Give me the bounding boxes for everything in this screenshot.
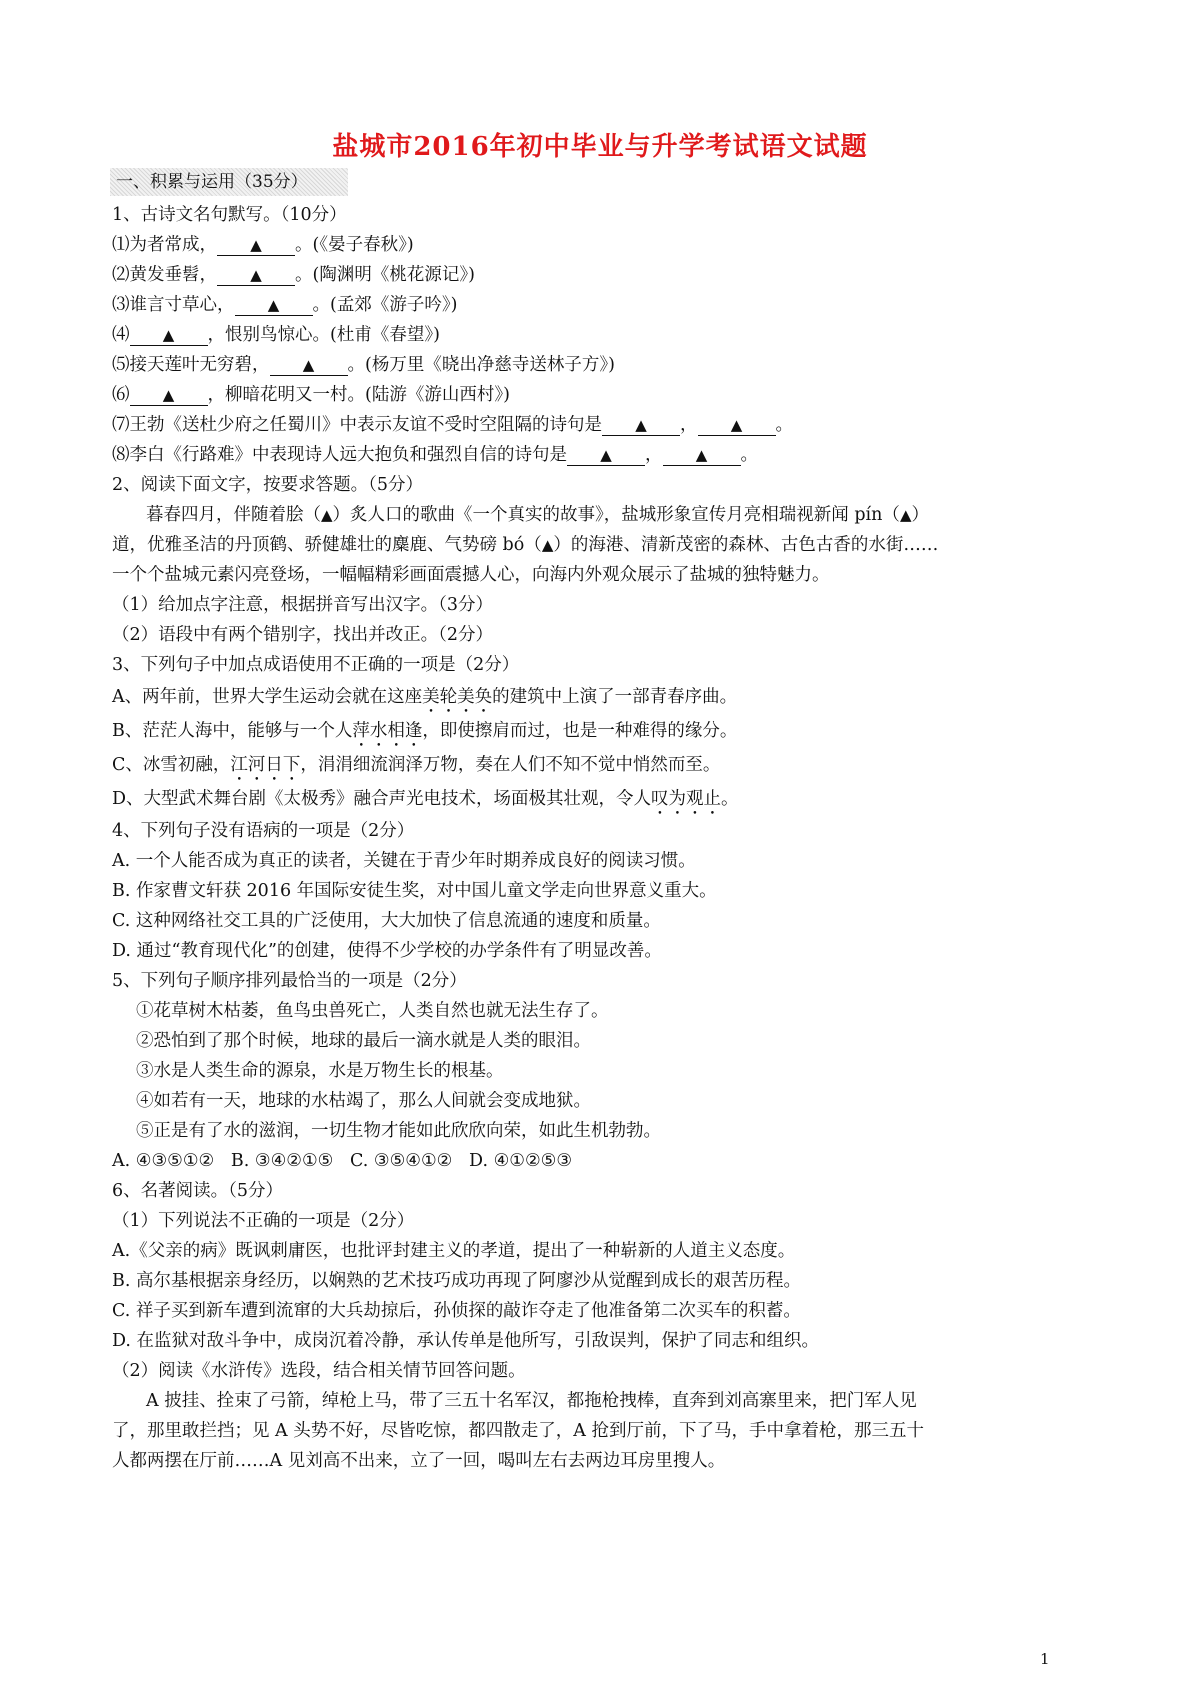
q6-passage-line: 人都两摆在厅前……A 见刘高不出来，立了一回，喝叫左右去两边耳房里搜人。 [112, 1451, 726, 1471]
q4-option: B. 作家曹文轩获 2016 年国际安徒生奖，对中国儿童文学走向世界意义重大。 [112, 881, 717, 901]
q5-options: A. ④③⑤①② B. ③④②①⑤ C. ③⑤④①② D. ④①②⑤③ [112, 1151, 573, 1171]
q1-item: ⑷ ▲ ，恨别鸟惊心。(杜甫《春望》) [112, 325, 440, 345]
q5-sentence: ⑤正是有了水的滋润，一切生物才能如此欣欣向荣，如此生机勃勃。 [136, 1121, 661, 1141]
q2-paragraph-line-3: 一个个盐城元素闪亮登场，一幅幅精彩画面震撼人心，向海内外观众展示了盐城的独特魅力。 [112, 565, 830, 585]
q6-option: A.《父亲的病》既讽刺庸医，也批评封建主义的孝道，提出了一种崭新的人道主义态度。 [112, 1241, 796, 1261]
q3-option-c: C、冰雪初融，江河日下，涓涓细流润泽万物，奏在人们不知不觉中悄然而至。 [112, 755, 721, 775]
q1-item-7: ⑺王勃《送杜少府之任蜀川》中表示友谊不受时空阻隔的诗句是 ▲ ， ▲ 。 [112, 415, 793, 435]
q5-sentence: ③水是人类生命的源泉，水是万物生长的根基。 [136, 1061, 504, 1081]
answer-blank: ▲ [602, 415, 680, 436]
q3-option-b: B、茫茫人海中，能够与一个人萍水相逢，即使擦肩而过，也是一种难得的缘分。 [112, 721, 738, 741]
dotted-idiom: 江河日下 [230, 755, 301, 775]
q1-item: ⑵黄发垂髫， ▲ 。(陶渊明《桃花源记》) [112, 265, 475, 285]
q5-sentence: ④如若有一天，地球的水枯竭了，那么人间就会变成地狱。 [136, 1091, 591, 1111]
q1-items [112, 230, 1092, 410]
q6-option: C. 祥子买到新车遭到流窜的大兵劫掠后，孙侦探的敲诈夺走了他准备第二次买车的积蓄。 [112, 1301, 801, 1321]
q6-option: B. 高尔基根据亲身经历，以娴熟的艺术技巧成功再现了阿廖沙从觉醒到成长的艰苦历程。 [112, 1271, 801, 1291]
answer-blank: ▲ [130, 325, 208, 346]
q4-heading: 4、下列句子没有语病的一项是（2分） [112, 821, 415, 841]
dotted-idiom: 美轮美奂 [422, 687, 493, 707]
q1-item-8-text: ⑻李白《行路难》中表现诗人远大抱负和强烈自信的诗句是 [112, 445, 567, 465]
dotted-idiom: 萍水相逢 [352, 721, 423, 741]
q1-item: ⑹ ▲ ，柳暗花明又一村。(陆游《游山西村》) [112, 385, 510, 405]
q3-option-a: A、两年前，世界大学生运动会就在这座美轮美奂的建筑中上演了一部青春序曲。 [112, 687, 738, 707]
exam-content [112, 200, 1092, 1476]
q1-item-8: ⑻李白《行路难》中表现诗人远大抱负和强烈自信的诗句是 ▲ ， ▲ 。 [112, 445, 758, 465]
blank-mark: ▲ [321, 506, 333, 524]
q5-sentence: ②恐怕到了那个时候，地球的最后一滴水就是人类的眼泪。 [136, 1031, 591, 1051]
q6-passage-line: A 披挂、拴束了弓箭，绰枪上马，带了三五十名军汉，都拖枪拽棒，直奔到刘高寨里来，把门军人见 [146, 1391, 917, 1411]
q4-option: A. 一个人能否成为真正的读者，关键在于青少年时期养成良好的阅读习惯。 [112, 851, 696, 871]
q6-subquestion-2: （2）阅读《水浒传》选段，结合相关情节回答问题。 [112, 1361, 526, 1381]
q1-item: ⑸接天莲叶无穷碧， ▲ 。(杨万里《晓出净慈寺送林子方》) [112, 355, 615, 375]
blank-mark: ▲ [899, 506, 912, 524]
dotted-idiom: 叹为观止 [651, 789, 722, 809]
q1-item: ⑴为者常成， ▲ 。(《晏子春秋》) [112, 235, 414, 255]
q2-subquestion-1: （1）给加点字注意，根据拼音写出汉字。（3分） [112, 595, 494, 615]
exam-title: 盐城市2016年初中毕业与升学考试语文试题 [332, 132, 868, 162]
q4-option: C. 这种网络社交工具的广泛使用，大大加快了信息流通的速度和质量。 [112, 911, 661, 931]
answer-blank: ▲ [567, 445, 645, 466]
q5-heading: 5、下列句子顺序排列最恰当的一项是（2分） [112, 971, 467, 991]
answer-blank: ▲ [217, 235, 295, 256]
q2-heading: 2、阅读下面文字，按要求答题。（5分） [112, 475, 424, 495]
answer-blank: ▲ [698, 415, 776, 436]
q6-heading: 6、名著阅读。（5分） [112, 1181, 284, 1201]
answer-blank: ▲ [130, 385, 208, 406]
q3-heading: 3、下列句子中加点成语使用不正确的一项是（2分） [112, 655, 520, 675]
q1-item: ⑶谁言寸草心， ▲ 。(孟郊《游子吟》) [112, 295, 458, 315]
q4-option: D. 通过“教育现代化”的创建，使得不少学校的办学条件有了明显改善。 [112, 941, 662, 961]
q2-paragraph-line-2: 道，优雅圣洁的丹顶鹤、骄健雄壮的麋鹿、气势磅 bó（▲）的海港、清新茂密的森林、古色古香的水街…… [112, 535, 939, 555]
q6-passage-line: 了，那里敢拦挡；见 A 头势不好，尽皆吃惊，都四散走了，A 抢到厅前，下了马，手中拿着枪，那三五十 [112, 1421, 924, 1441]
q6-subquestion-1: （1）下列说法不正确的一项是（2分） [112, 1211, 415, 1231]
answer-blank: ▲ [663, 445, 741, 466]
blank-mark: ▲ [541, 536, 554, 554]
q6-option: D. 在监狱对敌斗争中，成岗沉着冷静，承认传单是他所写，引敌误判，保护了同志和组织。 [112, 1331, 820, 1351]
q1-item-7-text: ⑺王勃《送杜少府之任蜀川》中表示友谊不受时空阻隔的诗句是 [112, 415, 602, 435]
q2-subquestion-2: （2）语段中有两个错别字，找出并改正。（2分） [112, 625, 494, 645]
q2-paragraph-line-1: 暮春四月，伴随着脍（▲）炙人口的歌曲《一个真实的故事》，盐城形象宣传月亮相瑞视新闻 pín（▲） [146, 505, 929, 525]
q1-heading: 1、古诗文名句默写。（10分） [112, 205, 347, 225]
answer-blank: ▲ [217, 265, 295, 286]
section-heading: 一、积累与运用（35分） [110, 168, 348, 196]
q3-option-d: D、大型武术舞台剧《太极秀》融合声光电技术，场面极其壮观，令人叹为观止。 [112, 789, 739, 809]
q5-sentence: ①花草树木枯萎，鱼鸟虫兽死亡，人类自然也就无法生存了。 [136, 1001, 609, 1021]
answer-blank: ▲ [235, 295, 313, 316]
answer-blank: ▲ [270, 355, 348, 376]
page-number: 1 [1040, 1650, 1050, 1668]
